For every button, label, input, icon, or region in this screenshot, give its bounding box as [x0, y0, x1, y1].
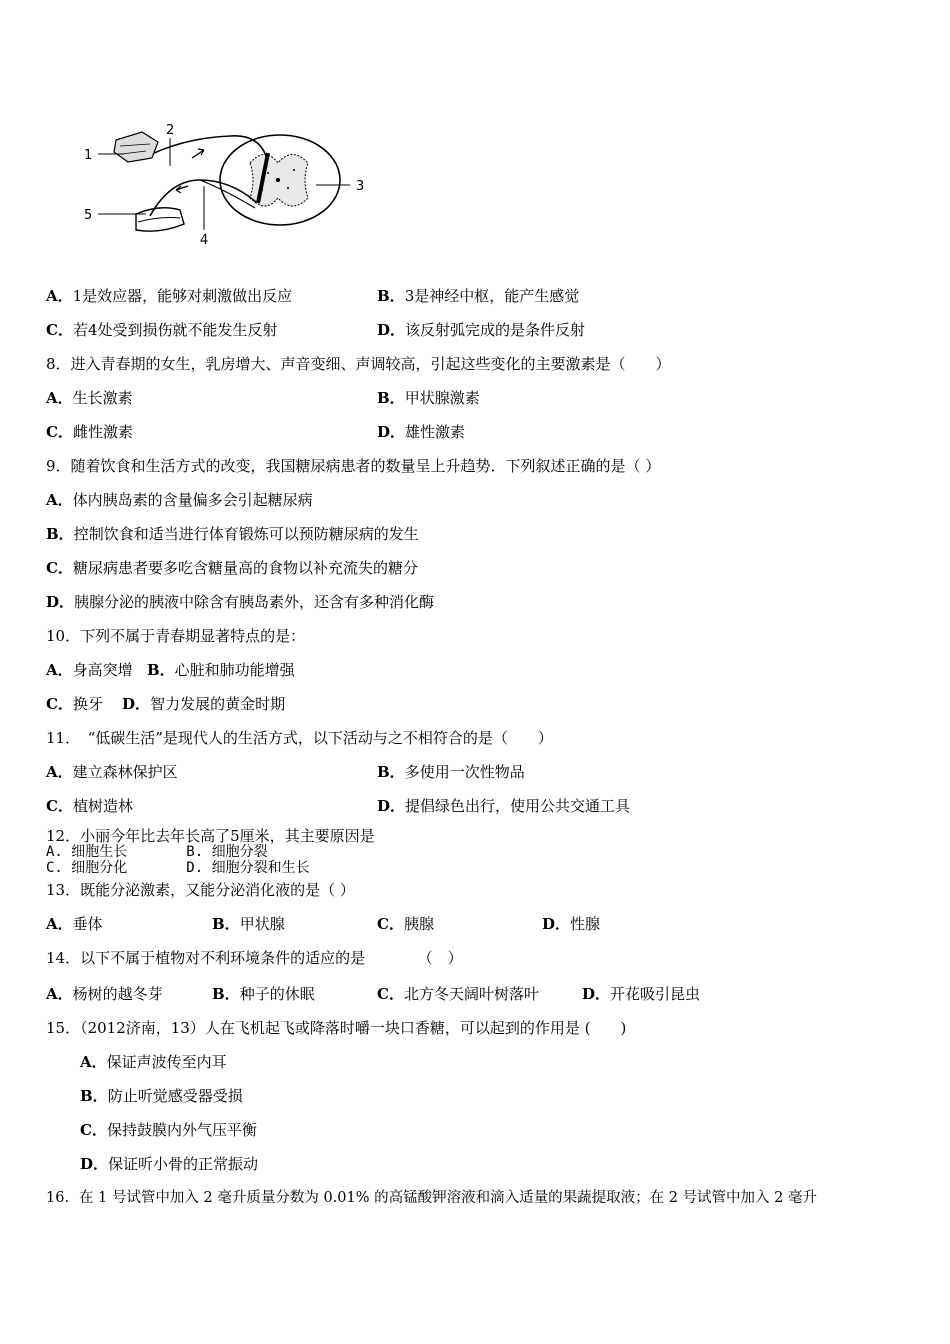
- q10-stem: 10．下列不属于青春期显著特点的是：: [46, 627, 306, 645]
- q15-option-b: B．防止听觉感受器受损: [80, 1087, 243, 1105]
- q11-stem: 11． “低碳生活”是现代人的生活方式，以下活动与之不相符合的是（ ）: [46, 729, 553, 747]
- q12-options-line2: C. 细胞分化 D. 细胞分裂和生长: [46, 860, 310, 876]
- figure-label-2: 2: [166, 123, 175, 138]
- q15-option-a: A．保证声波传至内耳: [80, 1053, 227, 1071]
- q13-option-c: C．胰腺: [377, 915, 434, 933]
- q13-option-d: D．性腺: [542, 915, 601, 933]
- q9-option-a: A．体内胰岛素的含量偏多会引起糖尿病: [46, 491, 313, 509]
- q11-option-d: D．提倡绿色出行，使用公共交通工具: [377, 797, 631, 815]
- figure-label-1: 1: [84, 148, 93, 163]
- q8-option-d: D．雄性激素: [377, 423, 466, 441]
- q15-stem: 15．（2012济南，13）人在飞机起飞或降落时嚼一块口香糖，可以起到的作用是 ( ): [46, 1019, 627, 1037]
- q9-option-d: D．胰腺分泌的胰液中除含有胰岛素外，还含有多种消化酶: [46, 593, 435, 611]
- q8-stem: 8．进入青春期的女生，乳房增大、声音变细、声调较高，引起这些变化的主要激素是（ ）: [46, 355, 671, 373]
- q8-option-b: B．甲状腺激素: [377, 389, 480, 407]
- q8-option-c: C．雌性激素: [46, 423, 133, 441]
- q14-option-c: C．北方冬天阔叶树落叶: [377, 985, 539, 1003]
- q14-option-a: A．杨树的越冬芽: [46, 985, 163, 1003]
- q7-option-d: D．该反射弧完成的是条件反射: [377, 321, 586, 339]
- effector-muscle: [136, 208, 184, 231]
- q13-option-b: B．甲状腺: [212, 915, 285, 933]
- q13-option-a: A．垂体: [46, 915, 103, 933]
- q9-stem: 9．随着饮食和生活方式的改变，我国糖尿病患者的数量呈上升趋势．下列叙述正确的是（ ）: [46, 457, 661, 475]
- q15-option-c: C．保持鼓膜内外气压平衡: [80, 1121, 257, 1139]
- q10-options-cd: C．换牙 D．智力发展的黄金时期: [46, 695, 286, 713]
- q13-stem: 13．既能分泌激素，又能分泌消化液的是（ ）: [46, 881, 355, 899]
- q8-option-a: A．生长激素: [46, 389, 133, 407]
- q11-option-c: C．植树造林: [46, 797, 133, 815]
- motor-nerve: [150, 180, 256, 216]
- q7-option-b: B．3是神经中枢，能产生感觉: [377, 287, 580, 305]
- q9-option-c: C．糖尿病患者要多吃含糖量高的食物以补充流失的糖分: [46, 559, 418, 577]
- figure-label-3: 3: [356, 179, 365, 194]
- q12-stem: 12．小丽今年比去年长高了5厘米，其主要原因是: [46, 827, 375, 845]
- q9-option-b: B．控制饮食和适当进行体育锻炼可以预防糖尿病的发生: [46, 525, 419, 543]
- q14-option-d: D．开花吸引昆虫: [582, 985, 701, 1003]
- q7-option-a: A．1是效应器，能够对刺激做出反应: [46, 287, 293, 305]
- q16-stem: 16．在 1 号试管中加入 2 毫升质量分数为 0.01% 的高锰酸钾溶液和滴入适量的果蔬提取液；在 2 号试管中加入 2 毫升: [46, 1190, 818, 1206]
- q11-option-b: B．多使用一次性物品: [377, 763, 525, 781]
- q12-options-line1: A. 细胞生长 B. 细胞分裂: [46, 844, 268, 860]
- q15-option-d: D．保证听小骨的正常振动: [80, 1155, 259, 1173]
- receptor-skin: [114, 132, 158, 162]
- reflex-arc-figure: [80, 118, 380, 248]
- q14-stem: 14．以下不属于植物对不利环境条件的适应的是 （ ）: [46, 949, 463, 967]
- figure-label-4: 4: [200, 233, 209, 248]
- q11-option-a: A．建立森林保护区: [46, 763, 178, 781]
- q10-options-ab: A．身高突增 B．心脏和肺功能增强: [46, 661, 295, 679]
- figure-label-5: 5: [84, 208, 93, 223]
- sensory-nerve: [140, 136, 266, 160]
- q7-option-c: C．若4处受到损伤就不能发生反射: [46, 321, 278, 339]
- q14-option-b: B．种子的休眠: [212, 985, 315, 1003]
